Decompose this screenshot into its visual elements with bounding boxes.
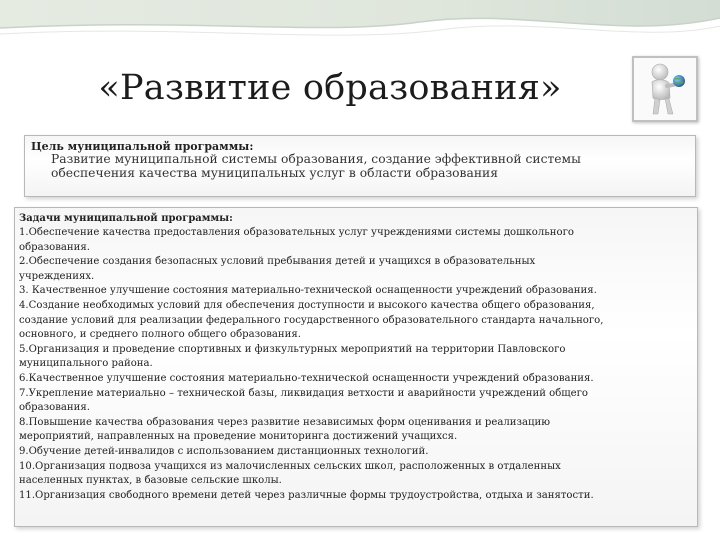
task-line: 11.Организация свободного времени детей через различные формы трудоустройства, отдыха и занятости. [19, 489, 594, 501]
task-line: 6.Качественное улучшение состояния материально-технической оснащенности учреждений образования. [19, 372, 594, 384]
goal-line: обеспечения качества муниципальных услуг в области образования [51, 165, 498, 180]
task-line: образования. [19, 241, 90, 253]
task-line: 1.Обеспечение качества предоставления образовательных услуг учреждениями системы дошкольного [19, 227, 574, 238]
task-line: 9.Обучение детей-инвалидов с использованием дистанционных технологий. [19, 445, 429, 457]
task-line: 4.Создание необходимых условий для обеспечения доступности и высокого качества общего образования, [19, 299, 595, 311]
task-line: 2.Обеспечение создания безопасных условий пребывания детей и учащихся в образовательных [19, 256, 536, 268]
task-line: 7.Укрепление материально – технической базы, ликвидация ветхости и аварийности учреждений общего [19, 387, 589, 399]
task-line: мероприятий, направленных на проведение мониторинга достижений учащихся. [19, 431, 458, 443]
tasks-panel [14, 207, 698, 527]
task-line: учреждениях. [19, 270, 95, 282]
task-line: муниципального района. [19, 358, 153, 370]
decorative-wave [0, 0, 720, 70]
task-line: образования. [19, 402, 90, 414]
task-line: 5.Организация и проведение спортивных и физкультурных мероприятий на территории Павловского [19, 343, 566, 355]
logo-frame [632, 56, 698, 122]
goal-panel [24, 135, 696, 197]
goal-heading: Цель муниципальной программы: [31, 140, 254, 153]
task-line: 10.Организация подвоза учащихся из малочисленных сельских школ, расположенных в отдаленных [19, 460, 561, 472]
person-with-globe-icon [634, 58, 696, 120]
task-line: населенных пунктах, в базовые сельские школы. [19, 475, 282, 487]
goal-line: Развитие муниципальной системы образования, создание эффективной системы [51, 152, 581, 166]
task-line: основного, и среднего полного общего образования. [19, 329, 301, 341]
tasks-heading: Задачи муниципальной программы: [19, 213, 233, 224]
task-line: создание условий для реализации федерального государственного образовательного стандарта начального, [19, 314, 604, 326]
page-title [0, 68, 720, 108]
task-line: 8.Повышение качества образования через развитие независимых форм оценивания и реализацию [19, 416, 551, 428]
task-line: 3. Качественное улучшение состояния материально-технической оснащенности учреждений образования. [19, 285, 597, 297]
page-title-text: «Развитие образования» [98, 68, 562, 108]
tasks-list [19, 226, 693, 503]
